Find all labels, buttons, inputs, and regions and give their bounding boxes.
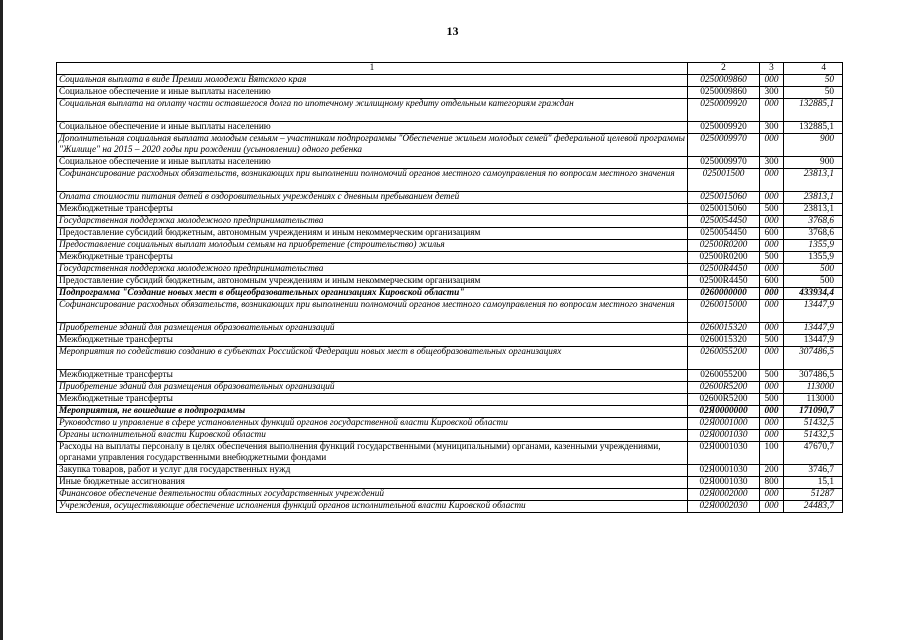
row-code-cell: 0250054450 — [688, 216, 760, 228]
row-sum-cell: 13447,9 — [784, 323, 843, 335]
row-code-cell: 0250015060 — [688, 192, 760, 204]
row-type-cell: 500 — [760, 204, 784, 216]
row-sum-cell: 433934,4 — [784, 288, 843, 300]
row-name-cell: Предоставление субсидий бюджетным, автономным учреждениям и иным некоммерческим организациям — [57, 228, 688, 240]
row-code-cell: 02Я0001030 — [688, 442, 760, 465]
table-row — [57, 134, 843, 157]
row-sum-cell: 1355,9 — [784, 252, 843, 264]
table-row — [57, 489, 843, 501]
row-type-cell: 000 — [760, 75, 784, 87]
table-row — [57, 382, 843, 394]
row-sum-cell: 13447,9 — [784, 300, 843, 323]
row-code-cell: 0250015060 — [688, 204, 760, 216]
row-sum-cell: 13447,9 — [784, 335, 843, 347]
row-sum-cell: 900 — [784, 157, 843, 169]
budget-table-body — [57, 63, 843, 513]
table-row — [57, 370, 843, 382]
row-sum-cell: 900 — [784, 134, 843, 157]
row-name-cell: Подпрограмма "Создание новых мест в общеобразовательных организациях Кировской области" — [57, 288, 688, 300]
row-sum-cell: 51432,5 — [784, 430, 843, 442]
table-row — [57, 192, 843, 204]
table-row — [57, 477, 843, 489]
row-type-cell: 100 — [760, 442, 784, 465]
row-code-cell: 02600R5200 — [688, 382, 760, 394]
table-row — [57, 216, 843, 228]
row-code-cell: 0260000000 — [688, 288, 760, 300]
table-row — [57, 169, 843, 192]
row-type-cell: 000 — [760, 216, 784, 228]
row-code-cell: 02Я0000000 — [688, 406, 760, 418]
row-sum-cell: 132885,1 — [784, 99, 843, 122]
table-row — [57, 276, 843, 288]
row-name-cell: Дополнительная социальная выплата молодым семьям – участникам подпрограммы "Обеспечение жильем молодых семей" федеральной целевой программы "Жилище" на 2015 – 2020 годы при рождении (усыновлении) одного ребенка — [57, 134, 688, 157]
row-type-cell: 300 — [760, 87, 784, 99]
row-sum-cell: 307486,5 — [784, 370, 843, 382]
row-name-cell: Государственная поддержка молодежного предпринимательства — [57, 264, 688, 276]
row-name-cell: Финансовое обеспечение деятельности областных государственных учреждений — [57, 489, 688, 501]
header-cell-name: 1 — [57, 63, 688, 75]
row-type-cell: 800 — [760, 477, 784, 489]
table-row — [57, 442, 843, 465]
row-type-cell: 000 — [760, 192, 784, 204]
row-code-cell: 02500R0200 — [688, 240, 760, 252]
row-type-cell: 000 — [760, 382, 784, 394]
row-name-cell: Социальное обеспечение и иные выплаты населению — [57, 122, 688, 134]
table-row — [57, 300, 843, 323]
table-row — [57, 465, 843, 477]
table-row — [57, 347, 843, 370]
row-name-cell: Социальная выплата на оплату части оставшегося долга по ипотечному жилищному кредиту отдельным категориям граждан — [57, 99, 688, 122]
row-code-cell: 0260015320 — [688, 323, 760, 335]
row-code-cell: 02600R5200 — [688, 394, 760, 406]
row-code-cell: 0260055200 — [688, 347, 760, 370]
row-code-cell: 0260015000 — [688, 300, 760, 323]
row-code-cell: 0260055200 — [688, 370, 760, 382]
row-type-cell: 000 — [760, 300, 784, 323]
row-name-cell: Государственная поддержка молодежного предпринимательства — [57, 216, 688, 228]
row-sum-cell: 500 — [784, 276, 843, 288]
header-cell-code: 2 — [688, 63, 760, 75]
row-name-cell: Социальное обеспечение и иные выплаты населению — [57, 87, 688, 99]
row-code-cell: 0260015320 — [688, 335, 760, 347]
table-row — [57, 335, 843, 347]
row-sum-cell: 1355,9 — [784, 240, 843, 252]
row-code-cell: 02Я0001030 — [688, 477, 760, 489]
table-row — [57, 252, 843, 264]
row-type-cell: 000 — [760, 323, 784, 335]
row-sum-cell: 50 — [784, 87, 843, 99]
header-cell-type: 3 — [760, 63, 784, 75]
row-sum-cell: 51287 — [784, 489, 843, 501]
budget-table — [56, 62, 843, 513]
row-code-cell: 0250009860 — [688, 75, 760, 87]
row-name-cell: Межбюджетные трансферты — [57, 252, 688, 264]
row-type-cell: 000 — [760, 99, 784, 122]
row-sum-cell: 23813,1 — [784, 169, 843, 192]
row-sum-cell: 500 — [784, 264, 843, 276]
row-sum-cell: 171090,7 — [784, 406, 843, 418]
row-type-cell: 000 — [760, 288, 784, 300]
row-type-cell: 000 — [760, 264, 784, 276]
table-row — [57, 288, 843, 300]
row-code-cell: 0250009970 — [688, 134, 760, 157]
row-type-cell: 500 — [760, 370, 784, 382]
row-sum-cell: 3746,7 — [784, 465, 843, 477]
row-name-cell: Социальная выплата в виде Премии молодежи Вятского края — [57, 75, 688, 87]
row-name-cell: Расходы на выплаты персоналу в целях обеспечения выполнения функций государственными (муниципальными) органами, казенными учреждениями, органами управления государственными внебюджетными фондами — [57, 442, 688, 465]
row-code-cell: 02500R0200 — [688, 252, 760, 264]
row-name-cell: Приобретение зданий для размещения образовательных организаций — [57, 323, 688, 335]
row-sum-cell: 3768,6 — [784, 216, 843, 228]
row-name-cell: Мероприятия по содействию созданию в субъектах Российской Федерации новых мест в общеобразовательных организациях — [57, 347, 688, 370]
row-sum-cell: 132885,1 — [784, 122, 843, 134]
row-code-cell: 02Я0001030 — [688, 465, 760, 477]
row-type-cell: 500 — [760, 335, 784, 347]
scan-edge — [0, 0, 3, 640]
table-row — [57, 228, 843, 240]
row-name-cell: Межбюджетные трансферты — [57, 394, 688, 406]
table-row — [57, 394, 843, 406]
row-name-cell: Предоставление субсидий бюджетным, автономным учреждениям и иным некоммерческим организациям — [57, 276, 688, 288]
row-name-cell: Софинансирование расходных обязательств, возникающих при выполнении полномочий органов местного самоуправления по вопросам местного значения — [57, 300, 688, 323]
row-name-cell: Учреждения, осуществляющие обеспечение исполнения функций органов исполнительной власти Кировской области — [57, 501, 688, 513]
row-code-cell: 0250009920 — [688, 122, 760, 134]
row-sum-cell: 24483,7 — [784, 501, 843, 513]
row-type-cell: 300 — [760, 122, 784, 134]
row-type-cell: 000 — [760, 347, 784, 370]
row-name-cell: Органы исполнительной власти Кировской области — [57, 430, 688, 442]
row-code-cell: 025001500 — [688, 169, 760, 192]
row-type-cell: 000 — [760, 134, 784, 157]
row-code-cell: 02500R4450 — [688, 264, 760, 276]
table-row — [57, 157, 843, 169]
table-row — [57, 122, 843, 134]
row-name-cell: Руководство и управление в сфере установленных функций органов государственной власти Кировской области — [57, 418, 688, 430]
table-row — [57, 264, 843, 276]
row-name-cell: Межбюджетные трансферты — [57, 370, 688, 382]
row-code-cell: 02Я0001030 — [688, 430, 760, 442]
row-name-cell: Закупка товаров, работ и услуг для государственных нужд — [57, 465, 688, 477]
row-sum-cell: 50 — [784, 75, 843, 87]
row-type-cell: 000 — [760, 430, 784, 442]
table-row — [57, 240, 843, 252]
row-sum-cell: 23813,1 — [784, 192, 843, 204]
row-sum-cell: 307486,5 — [784, 347, 843, 370]
row-code-cell: 02Я0002030 — [688, 501, 760, 513]
row-type-cell: 200 — [760, 465, 784, 477]
table-row — [57, 323, 843, 335]
row-sum-cell: 15,1 — [784, 477, 843, 489]
row-type-cell: 600 — [760, 276, 784, 288]
row-name-cell: Предоставление социальных выплат молодым семьям на приобретение (строительство) жилья — [57, 240, 688, 252]
row-code-cell: 0250009860 — [688, 87, 760, 99]
row-type-cell: 000 — [760, 240, 784, 252]
row-type-cell: 500 — [760, 252, 784, 264]
row-type-cell: 300 — [760, 157, 784, 169]
row-sum-cell: 47670,7 — [784, 442, 843, 465]
row-code-cell: 0250009970 — [688, 157, 760, 169]
row-type-cell: 000 — [760, 501, 784, 513]
table-row — [57, 406, 843, 418]
table-row — [57, 430, 843, 442]
row-type-cell: 000 — [760, 406, 784, 418]
table-row — [57, 501, 843, 513]
row-sum-cell: 113000 — [784, 394, 843, 406]
row-name-cell: Софинансирование расходных обязательств, возникающих при выполнении полномочий органов местного самоуправления по вопросам местного значения — [57, 169, 688, 192]
header-cell-sum: 4 — [784, 63, 843, 75]
row-code-cell: 02Я0002000 — [688, 489, 760, 501]
row-name-cell: Социальное обеспечение и иные выплаты населению — [57, 157, 688, 169]
row-type-cell: 000 — [760, 489, 784, 501]
table-row — [57, 204, 843, 216]
row-sum-cell: 23813,1 — [784, 204, 843, 216]
row-name-cell: Межбюджетные трансферты — [57, 335, 688, 347]
row-name-cell: Иные бюджетные ассигнования — [57, 477, 688, 489]
row-name-cell: Приобретение зданий для размещения образовательных организаций — [57, 382, 688, 394]
row-name-cell: Оплата стоимости питания детей в оздоровительных учреждениях с дневным пребыванием детей — [57, 192, 688, 204]
row-code-cell: 0250054450 — [688, 228, 760, 240]
row-code-cell: 02500R4450 — [688, 276, 760, 288]
table-header-row — [57, 63, 843, 75]
row-type-cell: 600 — [760, 228, 784, 240]
row-type-cell: 000 — [760, 169, 784, 192]
row-type-cell: 000 — [760, 418, 784, 430]
row-type-cell: 500 — [760, 394, 784, 406]
table-row — [57, 75, 843, 87]
table-row — [57, 99, 843, 122]
row-sum-cell: 3768,6 — [784, 228, 843, 240]
row-code-cell: 02Я0001000 — [688, 418, 760, 430]
row-sum-cell: 51432,5 — [784, 418, 843, 430]
row-name-cell: Мероприятия, не вошедшие в подпрограммы — [57, 406, 688, 418]
table-row — [57, 87, 843, 99]
row-sum-cell: 113000 — [784, 382, 843, 394]
table-row — [57, 418, 843, 430]
row-name-cell: Межбюджетные трансферты — [57, 204, 688, 216]
row-code-cell: 0250009920 — [688, 99, 760, 122]
page-number: 13 — [446, 24, 459, 38]
